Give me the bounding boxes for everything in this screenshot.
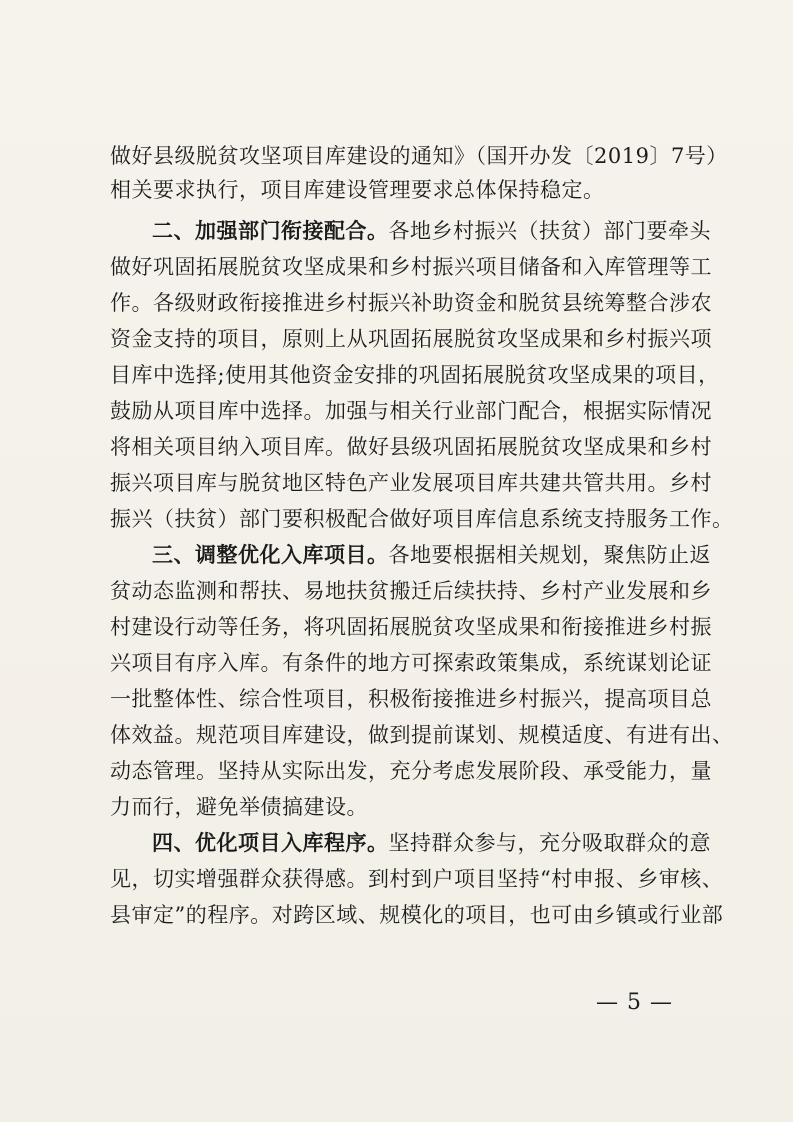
section-heading: 三、调整优化入库项目。 <box>152 542 389 567</box>
section-two-first-line <box>110 215 711 247</box>
paragraph-text: 各地乡村振兴（扶贫）部门要牵头 <box>388 219 711 243</box>
page-number: — 5 — <box>596 990 673 1015</box>
paragraph-line: 贫动态监测和帮扶、易地扶贫搬迁后续扶持、乡村产业发展和乡 <box>110 579 712 603</box>
paragraph-text: 各地要根据相关规划，聚焦防止返 <box>388 543 711 567</box>
paragraph-line: 资金支持的项目，原则上从巩固拓展脱贫攻坚成果和乡村振兴项 <box>110 327 712 351</box>
paragraph-line: 将相关项目纳入项目库。做好县级巩固拓展脱贫攻坚成果和乡村 <box>110 435 712 459</box>
paragraph-line: 鼓励从项目库中选择。加强与相关行业部门配合，根据实际情况 <box>110 399 712 423</box>
section-four-first-line <box>110 827 711 859</box>
section-three-first-line <box>110 539 711 571</box>
paragraph-line: 体效益。规范项目库建设，做到提前谋划、规模适度、有进有出、 <box>110 723 734 747</box>
paragraph-line: 一批整体性、综合性项目，积极衔接推进乡村振兴，提高项目总 <box>110 687 712 711</box>
paragraph-line: 做好县级脱贫攻坚项目库建设的通知》（国开办发〔2019〕7号） <box>110 144 728 168</box>
section-heading: 二、加强部门衔接配合。 <box>152 218 389 243</box>
paragraph-line: 作。各级财政衔接推进乡村振兴补助资金和脱贫县统筹整合涉农 <box>110 291 712 315</box>
paragraph-line: 振兴（扶贫）部门要积极配合做好项目库信息系统支持服务工作。 <box>110 507 734 531</box>
paragraph-line: 做好巩固拓展脱贫攻坚成果和乡村振兴项目储备和入库管理等工 <box>110 255 712 279</box>
paragraph-line: 兴项目有序入库。有条件的地方可探索政策集成，系统谋划论证 <box>110 651 712 675</box>
paragraph-line: 振兴项目库与脱贫地区特色产业发展项目库共建共管共用。乡村 <box>110 471 712 495</box>
paragraph-line: 县审定”的程序。对跨区域、规模化的项目，也可由乡镇或行业部 <box>110 903 724 927</box>
paragraph-line: 目库中选择;使用其他资金安排的巩固拓展脱贫攻坚成果的项目， <box>110 363 720 387</box>
paragraph-line: 相关要求执行，项目库建设管理要求总体保持稳定。 <box>110 178 605 202</box>
section-heading: 四、优化项目入库程序。 <box>152 830 389 855</box>
paragraph-text: 坚持群众参与，充分吸取群众的意 <box>388 831 711 855</box>
paragraph-line: 力而行，避免举债搞建设。 <box>110 795 368 819</box>
paragraph-line: 动态管理。坚持从实际出发，充分考虑发展阶段、承受能力，量 <box>110 759 712 783</box>
paragraph-line: 见，切实增强群众获得感。到村到户项目坚持“村申报、乡审核、 <box>110 867 724 891</box>
paragraph-line: 村建设行动等任务，将巩固拓展脱贫攻坚成果和衔接推进乡村振 <box>110 615 712 639</box>
